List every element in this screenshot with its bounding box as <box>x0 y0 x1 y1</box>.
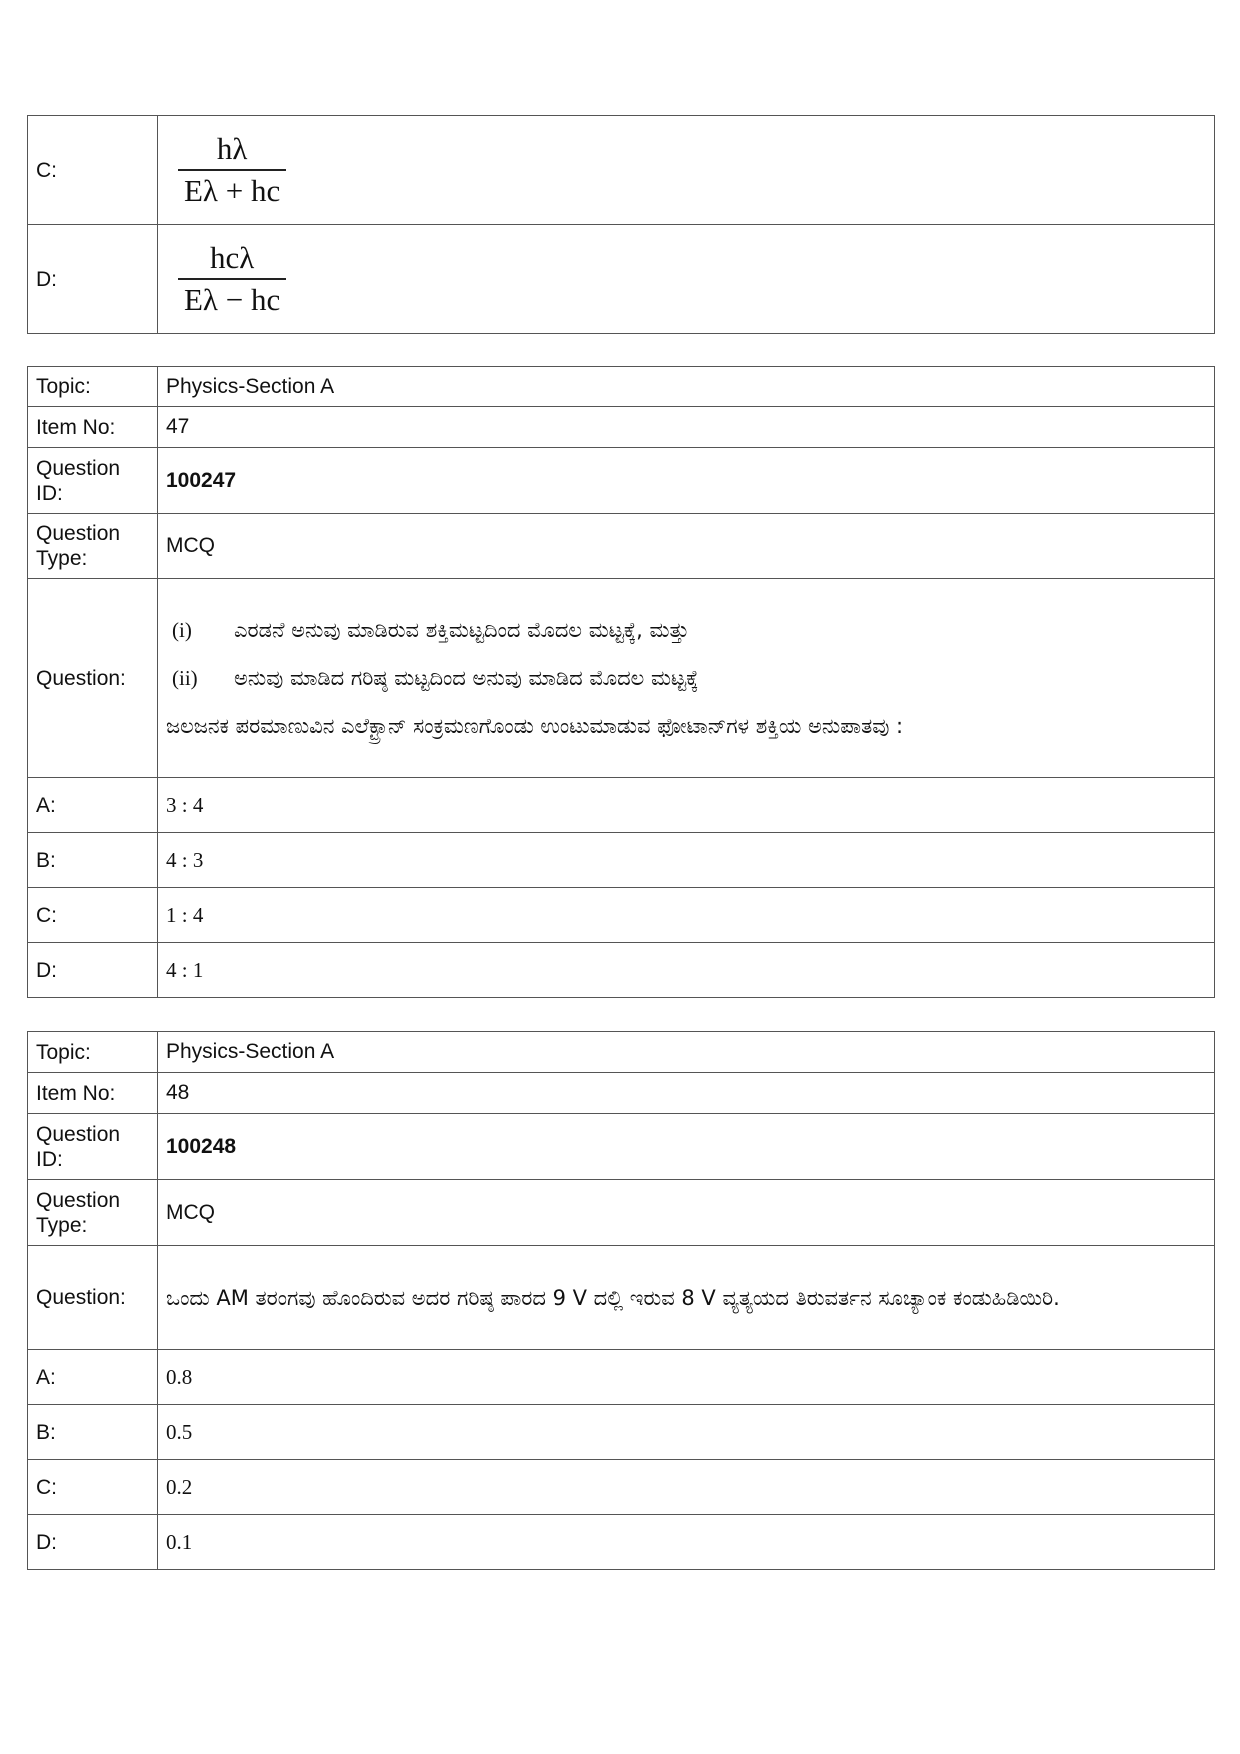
option-label: B: <box>28 833 158 888</box>
question-text <box>158 579 1215 778</box>
option-label: C: <box>28 888 158 943</box>
topic-row <box>28 367 1215 407</box>
question-line-1: (i) ಎರಡನೆ ಅನುವು ಮಾಡಿರುವ ಶಕ್ತಿಮಟ್ಟದಿಂದ ಮೊದಲ ಮಟ್ಟಕ್ಕೆ, ಮತ್ತು <box>172 618 690 642</box>
question-type-label: Question Type: <box>28 1180 158 1246</box>
question-id-row <box>28 1114 1215 1180</box>
question-line-3: ಜಲಜನಕ ಪರಮಾಣುವಿನ ಎಲೆಕ್ಟ್ರಾನ್ ಸಂಕ್ರಮಣಗೊಂಡು ಉಂಟುಮಾಡುವ ಫೋಟಾನ್‌ಗಳ ಶಕ್ತಿಯ ಅನುಪಾತವು : <box>166 714 904 738</box>
option-label: B: <box>28 1405 158 1460</box>
option-value: 0.5 <box>158 1405 1215 1460</box>
question-id-value: 100248 <box>158 1114 1215 1180</box>
option-row-a <box>28 778 1215 833</box>
option-row-d <box>28 943 1215 998</box>
option-label: C: <box>28 1460 158 1515</box>
question-id-label: Question ID: <box>28 448 158 514</box>
item-row <box>28 1073 1215 1114</box>
option-row-c <box>28 116 1215 225</box>
option-row-d <box>28 1515 1215 1570</box>
topic-label: Topic: <box>28 1032 158 1073</box>
option-value: 0.1 <box>158 1515 1215 1570</box>
question-id-label: Question ID: <box>28 1114 158 1180</box>
option-value <box>158 116 1215 225</box>
fraction <box>178 240 286 318</box>
option-row-c <box>28 888 1215 943</box>
topic-value: Physics-Section A <box>158 1032 1215 1073</box>
topic-value: Physics-Section A <box>158 367 1215 407</box>
item-value: 47 <box>158 407 1215 448</box>
option-value <box>158 225 1215 334</box>
option-value: 3 : 4 <box>158 778 1215 833</box>
topic-label: Topic: <box>28 367 158 407</box>
question-type-row <box>28 1180 1215 1246</box>
item-label: Item No: <box>28 1073 158 1114</box>
option-value: 0.8 <box>158 1350 1215 1405</box>
option-value: 0.2 <box>158 1460 1215 1515</box>
fraction <box>178 131 286 209</box>
question-type-row <box>28 514 1215 579</box>
item-value: 48 <box>158 1073 1215 1114</box>
fraction-numerator: hcλ <box>209 240 255 275</box>
question-48-table <box>27 1031 1215 1570</box>
question-47-table <box>27 366 1215 998</box>
option-value: 4 : 1 <box>158 943 1215 998</box>
question-type-value: MCQ <box>158 514 1215 579</box>
option-row-b <box>28 833 1215 888</box>
option-label: C: <box>28 116 158 225</box>
option-row-b <box>28 1405 1215 1460</box>
fraction-denominator: Eλ − hc <box>178 278 286 318</box>
question-text: ಒಂದು AM ತರಂಗವು ಹೊಂದಿರುವ ಅದರ ಗರಿಷ್ಠ ಪಾರದ 9 V ದಲ್ಲಿ ಇರುವ 8 V ವ್ಯತ್ಯಯದ ತಿರುವರ್ತನ ಸೂಚ್ಯಾಂಕ ಕಂಡುಹಿಡಿಯಿರಿ. <box>158 1246 1215 1350</box>
fraction-denominator: Eλ + hc <box>178 169 286 209</box>
question-type-label: Question Type: <box>28 514 158 579</box>
option-row-d <box>28 225 1215 334</box>
question-row <box>28 1246 1215 1350</box>
option-value: 1 : 4 <box>158 888 1215 943</box>
question-label: Question: <box>28 579 158 778</box>
option-row-a <box>28 1350 1215 1405</box>
option-label: D: <box>28 225 158 334</box>
question-row <box>28 579 1215 778</box>
item-row <box>28 407 1215 448</box>
question-id-value: 100247 <box>158 448 1215 514</box>
option-row-c <box>28 1460 1215 1515</box>
question-label: Question: <box>28 1246 158 1350</box>
topic-row <box>28 1032 1215 1073</box>
prev-question-options-table <box>27 115 1215 334</box>
item-label: Item No: <box>28 407 158 448</box>
option-label: A: <box>28 778 158 833</box>
option-value: 4 : 3 <box>158 833 1215 888</box>
option-label: D: <box>28 943 158 998</box>
question-id-row <box>28 448 1215 514</box>
option-label: D: <box>28 1515 158 1570</box>
fraction-numerator: hλ <box>216 131 248 166</box>
question-line-2: (ii) ಅನುವು ಮಾಡಿದ ಗರಿಷ್ಠ ಮಟ್ಟದಿಂದ ಅನುವು ಮಾಡಿದ ಮೊದಲ ಮಟ್ಟಕ್ಕೆ <box>172 666 699 690</box>
question-type-value: MCQ <box>158 1180 1215 1246</box>
option-label: A: <box>28 1350 158 1405</box>
